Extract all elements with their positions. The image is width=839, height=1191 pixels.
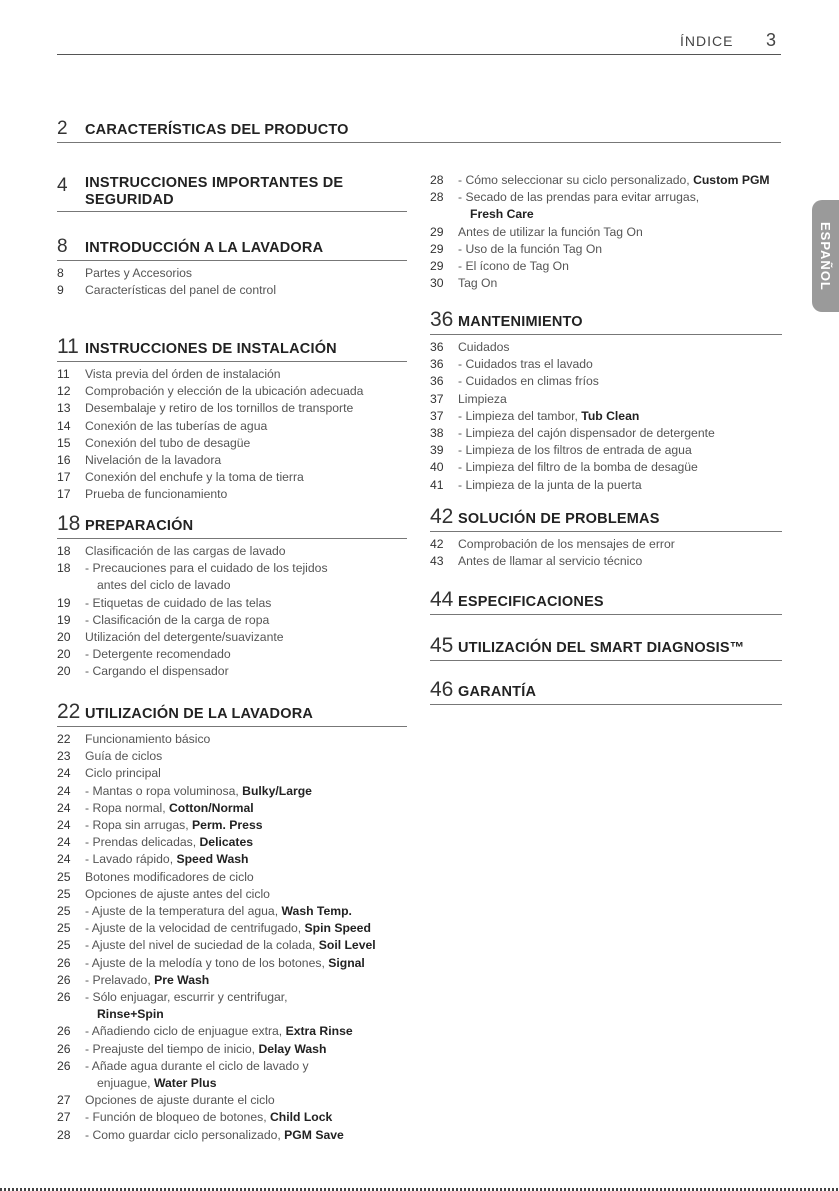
entry-label: Clasificación de las cargas de lavado xyxy=(85,544,286,558)
entry-label: - Como guardar ciclo personalizado, xyxy=(85,1127,285,1142)
toc-entry xyxy=(57,1092,407,1109)
entry-page-number: 25 xyxy=(57,938,71,953)
language-tab xyxy=(812,200,839,312)
entry-text xyxy=(458,408,782,425)
entry-text xyxy=(458,477,782,494)
toc-section-specifications xyxy=(430,588,782,619)
toc-entry xyxy=(430,258,782,275)
entry-text xyxy=(85,972,407,989)
entry-text xyxy=(85,834,407,851)
entry-label: Cuidados xyxy=(458,340,510,354)
entry-keyword: Spin Speed xyxy=(304,921,371,936)
toc-entry xyxy=(57,452,407,469)
toc-entry xyxy=(57,1127,407,1144)
entry-keyword: Water Plus xyxy=(153,1076,217,1091)
entry-page-number: 24 xyxy=(57,783,71,798)
toc-entry xyxy=(57,903,407,920)
toc-section-warranty xyxy=(430,678,782,709)
entry-keyword: Delay Wash xyxy=(258,1041,327,1056)
toc-entry xyxy=(57,469,407,486)
entry-text xyxy=(458,356,782,373)
entry-page-number: 24 xyxy=(57,835,71,850)
entry-text xyxy=(85,543,407,560)
entry-label: Limpieza xyxy=(458,391,507,406)
entry-label: Guía de ciclos xyxy=(85,749,163,764)
entry-text xyxy=(458,339,782,356)
section-page-number: 22 xyxy=(57,700,81,723)
entry-label: - Clasificación de la carga de ropa xyxy=(85,612,270,627)
entry-label: Utilización del detergente/suavizante xyxy=(85,630,284,645)
entry-label: - Ropa normal, xyxy=(85,800,169,815)
entry-text xyxy=(85,920,407,937)
entry-page-number: 23 xyxy=(57,749,71,764)
entry-label: Ciclo principal xyxy=(85,766,161,781)
section-page-number: 2 xyxy=(57,118,68,139)
toc-entry xyxy=(57,560,407,594)
section-title: UTILIZACIÓN DE LA LAVADORA xyxy=(85,706,314,722)
entry-text xyxy=(85,646,407,663)
section-title: INTRODUCCIÓN A LA LAVADORA xyxy=(85,240,324,256)
entry-page-number: 28 xyxy=(57,1127,71,1142)
toc-entry xyxy=(430,442,782,459)
entry-label: - Mantas o ropa voluminosa, xyxy=(85,783,243,798)
entry-keyword: Bulky/Large xyxy=(242,783,312,798)
entry-page-number: 22 xyxy=(57,732,71,746)
entry-label: - Función de bloqueo de botones, xyxy=(85,1110,270,1125)
section-title: INSTRUCCIONES DE INSTALACIÓN xyxy=(85,341,337,357)
toc-entry xyxy=(57,629,407,646)
entry-label: - Ajuste de la melodía y tono de los botones, xyxy=(85,955,329,970)
entry-keyword: Soil Level xyxy=(318,938,376,953)
entry-text xyxy=(85,595,407,612)
entry-page-number: 19 xyxy=(57,595,71,610)
section-title: MANTENIMIENTO xyxy=(458,314,583,330)
toc-entry xyxy=(57,783,407,800)
entry-page-number: 9 xyxy=(57,283,64,298)
toc-entry xyxy=(57,646,407,663)
entry-label: Conexión del enchufe y la toma de tierra xyxy=(85,470,304,485)
entry-page-number: 39 xyxy=(430,443,444,458)
entry-page-number: 41 xyxy=(430,477,444,492)
entry-label: - Prelavado, xyxy=(85,972,155,987)
entry-text xyxy=(458,442,782,459)
entry-text xyxy=(458,536,782,553)
toc-entry xyxy=(57,955,407,972)
entry-text xyxy=(458,172,782,189)
entry-label: - Limpieza del cajón dispensador de detergente xyxy=(458,426,715,441)
entry-label: - Cuidados en climas fríos xyxy=(458,374,599,389)
entry-page-number: 40 xyxy=(430,460,444,475)
toc-entry xyxy=(57,612,407,629)
entry-text xyxy=(85,629,407,646)
toc-section-maintenance xyxy=(430,308,782,494)
entry-label: - Preajuste del tiempo de inicio, xyxy=(85,1041,259,1056)
entry-text xyxy=(85,731,407,748)
entry-page-number: 24 xyxy=(57,818,71,833)
entry-page-number: 30 xyxy=(430,276,444,291)
entry-text xyxy=(85,748,407,765)
entry-page-number: 24 xyxy=(57,766,71,781)
toc-entry xyxy=(57,435,407,452)
toc-entry xyxy=(430,339,782,356)
entry-page-number: 26 xyxy=(57,1041,71,1056)
toc-entry xyxy=(430,224,782,241)
toc-entry xyxy=(57,920,407,937)
entry-text xyxy=(85,1041,407,1058)
section-title: UTILIZACIÓN DEL SMART DIAGNOSIS™ xyxy=(458,640,745,656)
toc-entry xyxy=(430,189,782,223)
section-title-line-1: INSTRUCCIONES IMPORTANTES DE xyxy=(85,175,344,191)
toc-entry xyxy=(57,834,407,851)
section-title: ESPECIFICACIONES xyxy=(458,594,604,610)
toc-entry xyxy=(57,543,407,560)
entry-page-number: 26 xyxy=(57,1024,71,1039)
toc-entry xyxy=(57,265,407,282)
entry-page-number: 37 xyxy=(430,408,444,423)
entry-label: - Prendas delicadas, xyxy=(85,835,200,850)
section-page-number: 4 xyxy=(57,175,68,196)
toc-entry xyxy=(57,1109,407,1126)
section-page-number: 44 xyxy=(430,588,454,611)
toc-entry xyxy=(430,391,782,408)
entry-page-number: 20 xyxy=(57,647,71,662)
toc-entry xyxy=(57,748,407,765)
toc-entry xyxy=(430,477,782,494)
entry-text xyxy=(85,400,407,417)
entry-page-number: 25 xyxy=(57,886,71,901)
entry-page-number: 29 xyxy=(430,259,444,274)
entry-label: - Sólo enjuagar, escurrir y centrifugar, xyxy=(85,990,288,1005)
entry-page-number: 15 xyxy=(57,435,71,450)
entry-page-number: 28 xyxy=(430,190,444,205)
toc-entry xyxy=(57,663,407,680)
entry-text xyxy=(85,282,407,299)
entry-text xyxy=(85,937,407,954)
entry-page-number: 18 xyxy=(57,561,71,576)
entry-text xyxy=(85,1127,407,1144)
entry-page-number: 43 xyxy=(430,554,444,569)
entry-page-number: 37 xyxy=(430,391,444,406)
entry-page-number: 8 xyxy=(57,266,64,280)
section-page-number: 11 xyxy=(57,335,79,358)
entry-page-number: 17 xyxy=(57,470,71,485)
entry-keyword: Rinse+Spin xyxy=(97,1007,164,1022)
entry-label: Conexión del tubo de desagüe xyxy=(85,435,251,450)
entry-label: - Limpieza del filtro de la bomba de desagüe xyxy=(458,460,698,475)
toc-section-product-features xyxy=(57,118,781,147)
entry-page-number: 25 xyxy=(57,904,71,919)
entry-text xyxy=(458,241,782,258)
entry-label: - Añadiendo ciclo de enjuague extra, xyxy=(85,1024,286,1039)
entry-page-number: 27 xyxy=(57,1110,71,1125)
entry-page-number: 26 xyxy=(57,1058,71,1073)
entry-label: Botones modificadores de ciclo xyxy=(85,869,254,884)
section-page-number: 18 xyxy=(57,512,81,535)
entry-continuation-text: enjuague, xyxy=(97,1076,154,1091)
toc-entry xyxy=(57,817,407,834)
toc-entry xyxy=(430,373,782,390)
toc-entry xyxy=(57,800,407,817)
entry-text xyxy=(85,265,407,282)
entry-text xyxy=(85,452,407,469)
language-tab-label: ESPAÑOL xyxy=(818,221,833,291)
entry-list xyxy=(57,731,407,1144)
entry-page-number: 29 xyxy=(430,224,444,239)
entry-page-number: 36 xyxy=(430,357,444,372)
entry-text xyxy=(458,373,782,390)
toc-entry xyxy=(57,486,407,503)
entry-label: Tag On xyxy=(458,276,498,291)
toc-entry xyxy=(57,851,407,868)
toc-section-intro xyxy=(57,236,407,299)
entry-label: Nivelación de la lavadora xyxy=(85,453,222,468)
header-rule xyxy=(57,54,781,55)
toc-entry xyxy=(57,972,407,989)
entry-page-number: 13 xyxy=(57,401,71,416)
entry-continuation xyxy=(85,1076,216,1090)
entry-label: - Ajuste de la velocidad de centrifugado, xyxy=(85,921,305,936)
toc-entry xyxy=(57,418,407,435)
toc-section-installation xyxy=(57,335,407,504)
section-title: PREPARACIÓN xyxy=(85,518,194,534)
entry-page-number: 36 xyxy=(430,374,444,389)
entry-keyword: Extra Rinse xyxy=(285,1024,353,1039)
entry-text xyxy=(458,224,782,241)
entry-page-number: 38 xyxy=(430,426,444,441)
entry-text xyxy=(458,275,782,292)
entry-text xyxy=(85,886,407,903)
entry-keyword: Delicates xyxy=(199,835,254,850)
entry-text xyxy=(85,765,407,782)
entry-label: - Cómo seleccionar su ciclo personalizado, xyxy=(458,173,694,187)
entry-label: - Cuidados tras el lavado xyxy=(458,357,593,372)
entry-text xyxy=(85,903,407,920)
entry-text xyxy=(85,469,407,486)
toc-entry xyxy=(430,459,782,476)
entry-keyword: Pre Wash xyxy=(154,972,210,987)
entry-label: - Limpieza del tambor, xyxy=(458,408,582,423)
entry-page-number: 29 xyxy=(430,241,444,256)
toc-entry xyxy=(430,172,782,189)
entry-text xyxy=(458,189,782,223)
section-title: GARANTÍA xyxy=(458,684,537,700)
entry-text xyxy=(85,955,407,972)
entry-list xyxy=(57,265,407,299)
entry-label: - Precauciones para el cuidado de los tejidos xyxy=(85,561,328,576)
entry-list xyxy=(57,366,407,504)
entry-label: - Añade agua durante el ciclo de lavado y xyxy=(85,1058,309,1073)
entry-label: Opciones de ajuste antes del ciclo xyxy=(85,886,270,901)
entry-list xyxy=(430,536,782,570)
section-title-line-2: SEGURIDAD xyxy=(85,192,174,208)
entry-text xyxy=(458,258,782,275)
entry-page-number: 20 xyxy=(57,630,71,645)
toc-entry xyxy=(57,282,407,299)
entry-page-number: 12 xyxy=(57,384,71,399)
entry-text xyxy=(85,560,407,594)
entry-text xyxy=(85,1023,407,1040)
entry-text xyxy=(85,663,407,680)
page-number: 3 xyxy=(766,30,777,50)
entry-text xyxy=(85,435,407,452)
entry-text xyxy=(85,851,407,868)
entry-label: Desembalaje y retiro de los tornillos de transporte xyxy=(85,401,354,416)
entry-label: - Ajuste de la temperatura del agua, xyxy=(85,904,282,919)
entry-label: - Limpieza de los filtros de entrada de agua xyxy=(458,443,692,458)
entry-keyword: Custom PGM xyxy=(693,173,770,187)
section-page-number: 45 xyxy=(430,634,454,657)
entry-continuation xyxy=(458,207,534,221)
toc-entry xyxy=(57,1041,407,1058)
entry-label: Vista previa del órden de instalación xyxy=(85,367,281,381)
entry-text xyxy=(85,1092,407,1109)
entry-page-number: 17 xyxy=(57,487,71,502)
entry-continuation xyxy=(85,1007,164,1021)
section-title: CARACTERÍSTICAS DEL PRODUCTO xyxy=(85,122,349,138)
section-page-number: 36 xyxy=(430,308,454,331)
entry-label: - Secado de las prendas para evitar arrugas, xyxy=(458,190,700,205)
entry-label: - Uso de la función Tag On xyxy=(458,241,603,256)
section-page-number: 8 xyxy=(57,236,68,257)
entry-page-number: 28 xyxy=(430,173,444,187)
entry-text xyxy=(458,553,782,570)
entry-label: Funcionamiento básico xyxy=(85,732,211,746)
section-page-number: 42 xyxy=(430,505,454,528)
entry-label: - Cargando el dispensador xyxy=(85,664,229,679)
entry-text xyxy=(458,459,782,476)
toc-entry xyxy=(430,425,782,442)
entry-keyword: Perm. Press xyxy=(192,818,263,833)
toc-entry xyxy=(57,869,407,886)
entry-keyword: PGM Save xyxy=(284,1127,344,1142)
entry-keyword: Fresh Care xyxy=(470,207,534,222)
entry-text xyxy=(458,425,782,442)
entry-page-number: 11 xyxy=(57,367,70,381)
entry-text xyxy=(85,1109,407,1126)
entry-label: - El ícono de Tag On xyxy=(458,259,569,274)
toc-entry xyxy=(57,595,407,612)
entry-page-number: 16 xyxy=(57,453,71,468)
toc-entry xyxy=(57,366,407,383)
toc-entry xyxy=(57,1058,407,1092)
toc-entry xyxy=(57,383,407,400)
entry-label: Partes y Accesorios xyxy=(85,266,193,280)
entry-text xyxy=(85,800,407,817)
toc-entry xyxy=(57,400,407,417)
entry-list xyxy=(57,543,407,681)
toc-entry xyxy=(430,241,782,258)
entry-label: Antes de utilizar la función Tag On xyxy=(458,224,643,239)
entry-label: Prueba de funcionamiento xyxy=(85,487,228,502)
toc-section-preparation xyxy=(57,512,407,681)
entry-text xyxy=(85,783,407,800)
entry-label: Conexión de las tuberías de agua xyxy=(85,418,268,433)
entry-keyword: Wash Temp. xyxy=(281,904,352,919)
entry-page-number: 25 xyxy=(57,921,71,936)
entry-keyword: Speed Wash xyxy=(176,852,249,867)
entry-page-number: 25 xyxy=(57,869,71,884)
entry-continuation-text: antes del ciclo de lavado xyxy=(97,578,231,593)
entry-page-number: 27 xyxy=(57,1093,71,1108)
entry-keyword: Child Lock xyxy=(269,1110,333,1125)
entry-label: - Detergente recomendado xyxy=(85,647,231,662)
toc-section-troubleshooting xyxy=(430,505,782,570)
entry-list xyxy=(430,339,782,494)
entry-page-number: 26 xyxy=(57,972,71,987)
entry-label: Antes de llamar al servicio técnico xyxy=(458,554,643,569)
section-title: SOLUCIÓN DE PROBLEMAS xyxy=(458,511,660,527)
entry-page-number: 24 xyxy=(57,852,71,867)
entry-page-number: 14 xyxy=(57,418,71,433)
entry-text xyxy=(85,383,407,400)
entry-text xyxy=(85,1058,407,1092)
entry-page-number: 42 xyxy=(430,537,444,551)
entry-label: Comprobación de los mensajes de error xyxy=(458,537,675,551)
entry-keyword: Tub Clean xyxy=(581,408,640,423)
entry-label: - Etiquetas de cuidado de las telas xyxy=(85,595,272,610)
entry-list xyxy=(430,172,782,292)
entry-text xyxy=(85,817,407,834)
entry-label: - Ajuste del nivel de suciedad de la colada, xyxy=(85,938,319,953)
toc-entry xyxy=(430,275,782,292)
entry-text xyxy=(85,612,407,629)
entry-keyword: Cotton/Normal xyxy=(169,800,254,815)
section-title xyxy=(85,175,343,209)
entry-text xyxy=(85,418,407,435)
entry-text xyxy=(458,391,782,408)
entry-page-number: 26 xyxy=(57,955,71,970)
toc-entry xyxy=(57,989,407,1023)
entry-page-number: 20 xyxy=(57,664,71,679)
toc-entry xyxy=(57,886,407,903)
entry-label: Comprobación y elección de la ubicación adecuada xyxy=(85,384,364,399)
entry-text xyxy=(85,989,407,1023)
entry-label: Características del panel de control xyxy=(85,283,277,298)
toc-entry xyxy=(430,536,782,553)
entry-label: Opciones de ajuste durante el ciclo xyxy=(85,1093,275,1108)
toc-entry xyxy=(430,408,782,425)
entry-keyword: Signal xyxy=(328,955,365,970)
toc-continued-entries xyxy=(430,172,782,292)
toc-section-using-washer xyxy=(57,700,407,1144)
toc-entry xyxy=(57,731,407,748)
entry-label: - Limpieza de la junta de la puerta xyxy=(458,477,642,492)
entry-label: - Ropa sin arrugas, xyxy=(85,818,193,833)
entry-page-number: 36 xyxy=(430,340,444,354)
toc-section-safety xyxy=(57,175,407,216)
toc-entry xyxy=(430,553,782,570)
toc-entry xyxy=(57,937,407,954)
entry-page-number: 19 xyxy=(57,612,71,627)
entry-page-number: 24 xyxy=(57,800,71,815)
toc-entry xyxy=(430,356,782,373)
entry-text xyxy=(85,366,407,383)
entry-text xyxy=(85,486,407,503)
toc-section-smart-diagnosis xyxy=(430,634,782,665)
entry-label: - Lavado rápido, xyxy=(85,852,177,867)
header-index-label: ÍNDICE xyxy=(680,33,734,49)
section-page-number: 46 xyxy=(430,678,454,701)
entry-page-number: 18 xyxy=(57,544,71,558)
entry-page-number: 26 xyxy=(57,990,71,1005)
toc-entry xyxy=(57,1023,407,1040)
entry-text xyxy=(85,869,407,886)
toc-entry xyxy=(57,765,407,782)
